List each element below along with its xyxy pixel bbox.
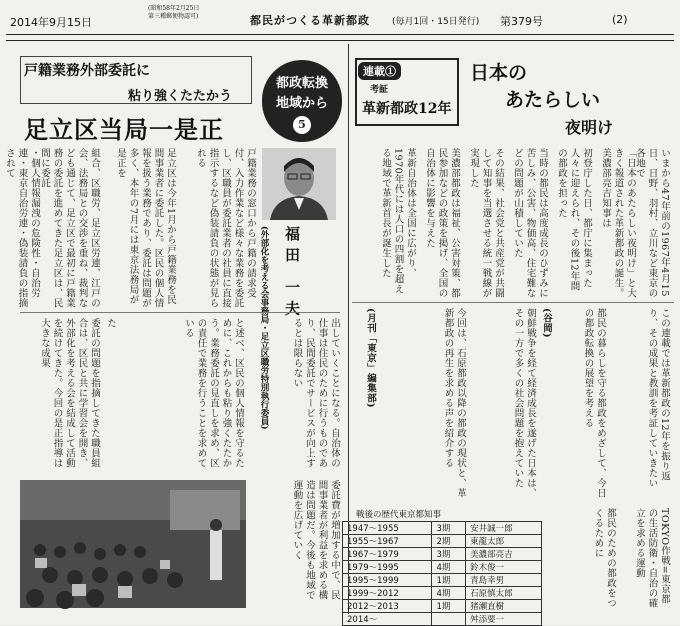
right-row-rule (352, 302, 674, 303)
right-col-6: 美濃部都政は福祉、公害対策、都民参加などの政策を掲げ、全国の自治体に影響を与えた (424, 148, 460, 298)
right-col-3: 初登庁した日、都庁に集まった人々に迎えられ、その後12年間の都政を担った (556, 148, 592, 292)
governor-terms: 3期 (432, 548, 466, 561)
left-row-rule (20, 312, 340, 313)
governor-years: 2012～2013 (343, 600, 432, 613)
meeting-photo (20, 480, 246, 608)
left-headline-1: 戸籍業務外部委託に (24, 63, 150, 79)
page-number: (2) (612, 13, 628, 26)
left-col-9: 委託費が増加する中で、民間事業者が利益を求める構造は問題だ。今後も地域で運動を広げていく (291, 480, 340, 600)
page-header (0, 0, 680, 44)
badge-number: 5 (293, 116, 311, 134)
governor-name: 石原慎太郎 (466, 587, 542, 600)
table-row (343, 535, 542, 548)
header-rule (6, 34, 674, 35)
right-col-4: 当時の都民は高度成長のひずみに苦しみ、公害、物価高、住宅難などの問題が山積していた (512, 148, 548, 298)
left-col-5: 委託の問題を指摘してきた職員組合は、区民と共に学習会を開き、外部化を考える会を結成して活動を続けてきた。今回の是正指導は大きな成果 (39, 318, 100, 468)
table-row (343, 613, 542, 626)
right-col-9: 都民の暮らしを守る都政をめざして、今日の都政転換の展望を考える (582, 308, 606, 498)
governor-name: 猪瀬直樹 (466, 600, 542, 613)
left-col-1: ・個人情報漏洩の危険性・自治労連・東京自治労連・偽装請負の指摘されて (4, 148, 40, 308)
issue-date: 2014年9月15日 (10, 16, 92, 29)
governor-terms: 1期 (432, 574, 466, 587)
postal-registration: (昭和58年2月25日 第三種郵便物認可) (148, 5, 200, 20)
portrait-image (262, 148, 336, 220)
governor-years: 1955～1967 (343, 535, 432, 548)
table-row (343, 600, 542, 613)
right-headline-1: 日本の (470, 62, 528, 84)
governor-name: 青島幸男 (466, 574, 542, 587)
governor-years: 1967～1979 (343, 548, 432, 561)
governor-terms: 1期 (432, 600, 466, 613)
right-col-10: (谷岡) (541, 308, 552, 338)
right-col-15: 都民のための都政をつくるために (592, 508, 616, 608)
governor-years: 1999～2012 (343, 587, 432, 600)
right-col-12: 今回は、石原都政以降の都政の現状と、革新都政の再生を求める声を紹介する (442, 308, 466, 498)
governor-name: 舛添要一 (466, 613, 542, 626)
governor-name: 鈴木俊一 (466, 561, 542, 574)
series-title: 革新都政12年 (362, 101, 452, 117)
governor-years: 1947～1955 (343, 522, 432, 535)
table-row (343, 561, 542, 574)
governor-terms: 3期 (432, 522, 466, 535)
governor-name: 美濃部亮吉 (466, 548, 542, 561)
governor-terms: 2期 (432, 535, 466, 548)
right-headline-2: あたらしい (505, 89, 601, 111)
badge-line-2: 地域から (275, 96, 328, 111)
governor-terms: 4期 (432, 561, 466, 574)
right-col-2: 「日本のあたらしい夜明け」と大きく報道された革新都政の誕生。美濃部亮吉知事は (600, 148, 636, 298)
governors-table (342, 521, 542, 626)
governor-name: 安井誠一郎 (466, 522, 542, 535)
governor-years: 1995～1999 (343, 574, 432, 587)
right-col-8: この連載では革新都政の12年を振り返り、その成果と教訓を考証していきたい (646, 308, 670, 488)
badge-line-1: 都政転換 (275, 76, 328, 91)
left-headline-2: 粘り強くたたかう (128, 89, 233, 104)
publication-frequency: (毎月1回・15日発行) (392, 17, 480, 27)
table-row (343, 522, 542, 535)
left-col-6: た (105, 318, 116, 328)
issue-number: 第379号 (500, 15, 543, 28)
right-col-7: 革新自治体は全国に広がり、1970年代には人口の四割を超える地域で革新首長が誕生した (380, 148, 416, 295)
table-row (343, 548, 542, 561)
governor-years: 1979～1995 (343, 561, 432, 574)
paper-name: 都民がつくる革新都政 (250, 14, 370, 27)
left-col-2: 組合、区職労、足立区労連、江戸の会、法務局との交渉を重ね、裁判なども通じて、足立区で最初に戸籍業務の委託を進めてきた足立区は、民間に委託 (39, 148, 100, 308)
governor-terms: 4期 (432, 587, 466, 600)
right-col-13: (月刊「東京」編集部) (365, 308, 376, 408)
right-col-1: いまから47年前の1967年4月15日、日野、羽村、立川など東京の各地で (634, 148, 670, 298)
series-sub: 考証 (370, 85, 389, 95)
author-name: 福田 一夫 (283, 226, 301, 322)
right-headline-3: 夜明け (565, 118, 614, 137)
left-col-3: 足立区は今年1月から戸籍業務を民間事業者に委託した。区民の個人情報を扱う業務であり、委託は問題が多く、本年の7月には東京法務局が是正を (115, 148, 176, 308)
governor-name: 東龍太郎 (466, 535, 542, 548)
governors-table-caption: 戦後の歴代東京都知事 (356, 510, 442, 520)
right-col-14: TOKYO作戦=東京都の生活防衛・自治の確立を求める運動 (634, 508, 670, 608)
header-rule-2 (6, 40, 674, 41)
left-headline-main: 足立区当局一是正 (24, 116, 224, 144)
meeting-photo-image (20, 480, 246, 608)
governor-years: 2014～ (343, 613, 432, 626)
series-label: 連載① (358, 62, 401, 80)
table-row (343, 574, 542, 587)
author-affiliation: (外部化を考える会事務局・足立区職労特別執行委員) (259, 226, 269, 430)
table-row (343, 587, 542, 600)
series-badge (262, 60, 342, 142)
right-col-11: 朝鮮戦争を経て経済成長を遂げた日本は、その一方で多くの社会問題を抱えていた (512, 308, 536, 498)
left-col-7: と述べ、区民の個人情報を守るために、これからも粘り強くたたかう。業務委託の見直しを求め、区の責任で業務を行うことを求めている (183, 318, 244, 468)
left-col-4: 戸籍業務の窓口から戸籍の請求受付、入力作業など様々な業務を委託し、区職員が委託業者の社員に直接指示するなど偽装請負の状態が見られる (195, 148, 256, 308)
right-col-5: その結果、社会党と共産党が共闘して知事を当選させる統一戦線が実現した (468, 148, 504, 298)
left-col-8: 出していくことになる。自治体の仕事は住民のために行うものであり、民間委託でサービスが向上するとは限らない (291, 318, 340, 468)
governor-terms (432, 613, 466, 626)
author-portrait (262, 148, 336, 220)
